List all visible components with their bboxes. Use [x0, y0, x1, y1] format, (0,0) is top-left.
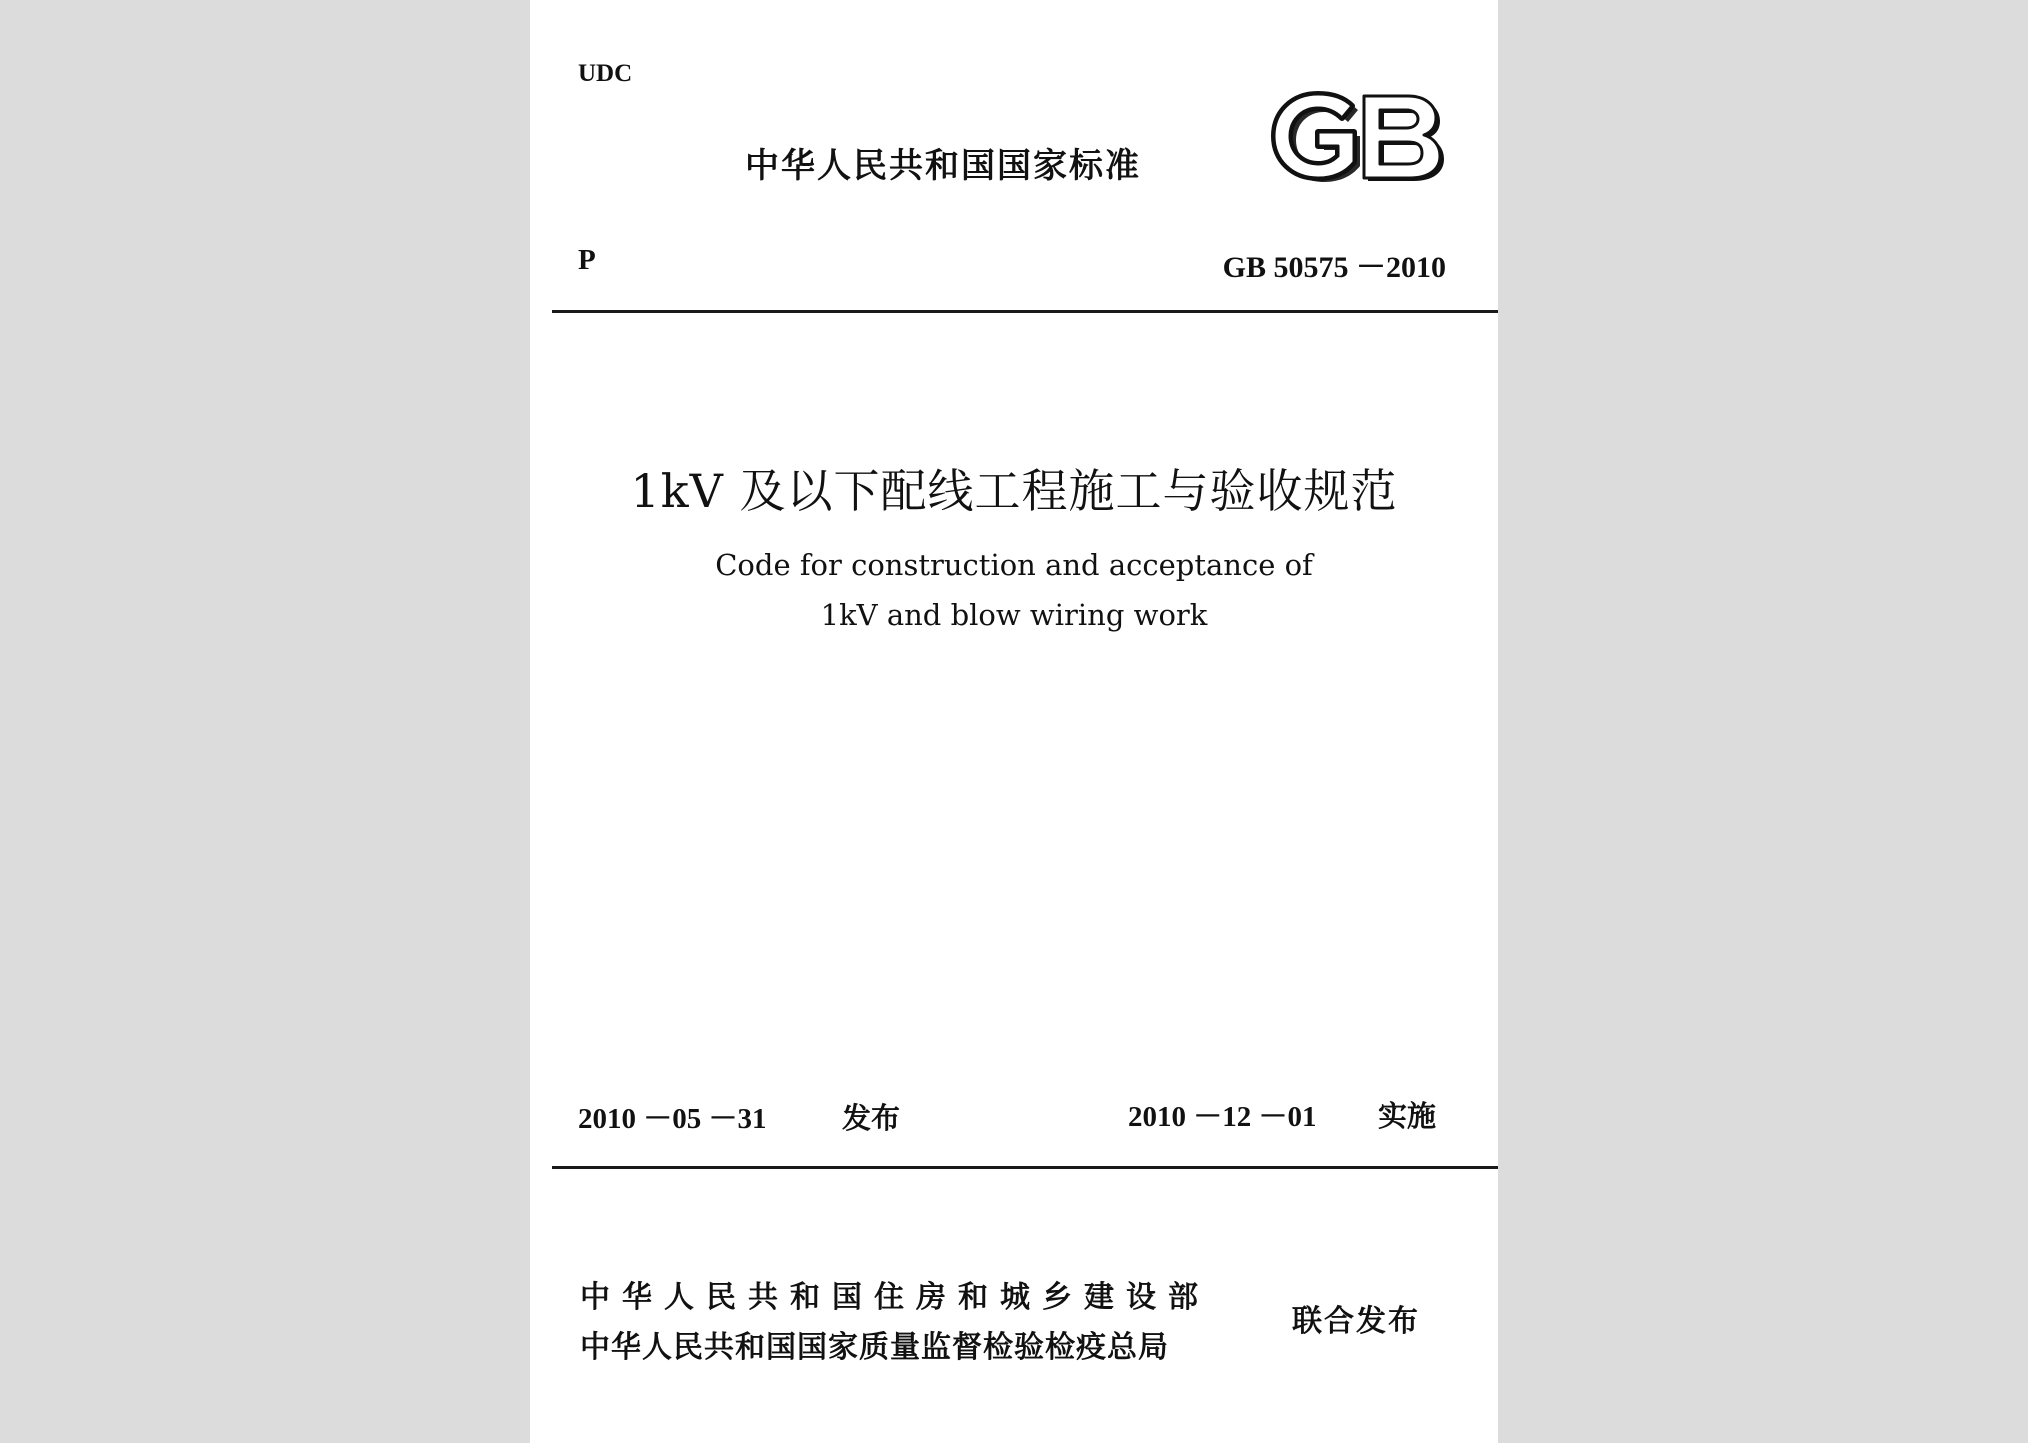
title-chinese: 1kV 及以下配线工程施工与验收规范	[630, 464, 1398, 518]
issue-date: 2010 －05 －31	[578, 1103, 767, 1135]
title-english-line-1: Code for construction and acceptance of	[715, 548, 1313, 582]
issuer-ministry-housing: 中华人民共和国住房和城乡建设部	[580, 1280, 1210, 1315]
issue-label: 发布	[842, 1101, 901, 1135]
gb-logo-icon	[1268, 88, 1446, 184]
title-english-line-2: 1kV and blow wiring work	[820, 598, 1208, 632]
national-standard-heading: 中华人民共和国国家标准	[745, 146, 1141, 186]
joint-issue-label: 联合发布	[1292, 1304, 1420, 1339]
document-page	[530, 0, 1498, 1443]
implementation-date: 2010 －12 －01	[1128, 1101, 1317, 1133]
issuer-aqsiq: 中华人民共和国国家质量监督检验检疫总局	[580, 1330, 1169, 1365]
udc-label: UDC	[578, 60, 633, 87]
standard-number: GB 50575 －2010	[1222, 251, 1446, 284]
top-divider	[552, 310, 1498, 313]
classification-code: P	[578, 244, 596, 276]
implementation-label: 实施	[1378, 1099, 1437, 1133]
bottom-divider	[552, 1166, 1498, 1169]
